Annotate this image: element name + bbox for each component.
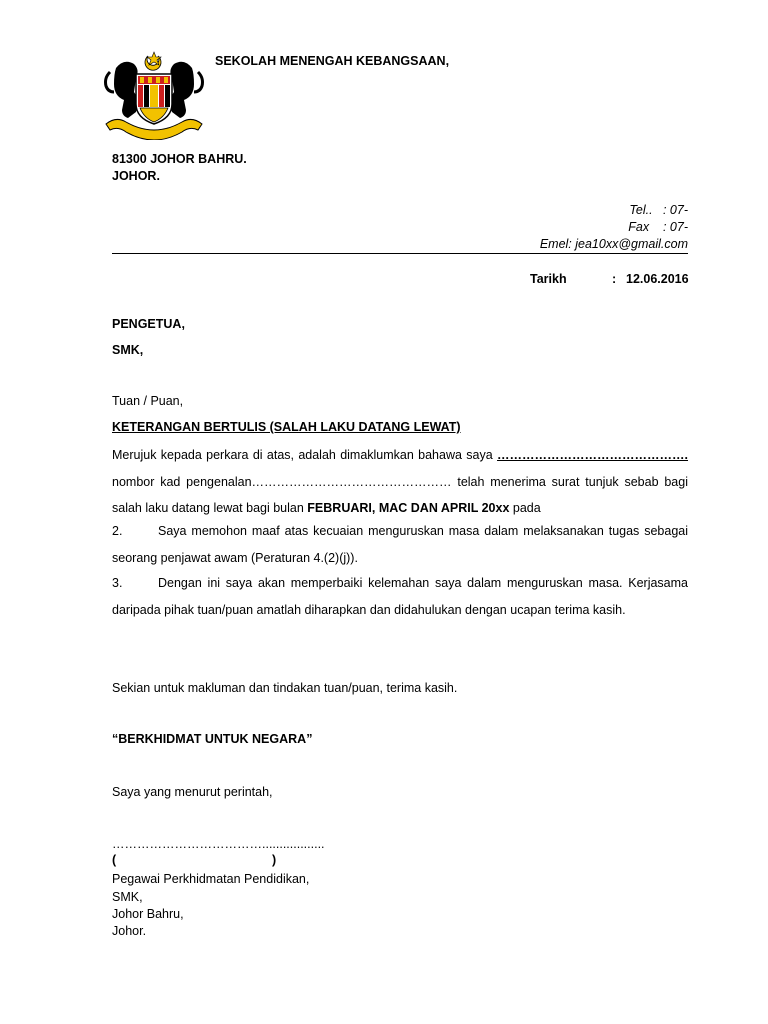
paragraph-1-middle: nombor kad pengenalan………………………………………… telah menerima surat tunjuk sebab bagi salah laku datang lewat bagi bulan [112,474,688,515]
date-value: 12.06.2016 [626,272,689,286]
paragraph-3-number: 3. [112,576,123,590]
paragraph-1-end: pada [512,501,541,515]
signatory-title: Pegawai Perkhidmatan Pendidikan, [112,872,310,886]
bracket-close: ) [272,853,277,867]
address-line-2: JOHOR. [112,169,160,183]
header-divider [112,253,688,254]
email-line: Emel: jea10xx@gmail.com [539,237,688,251]
closing-thanks: Sekian untuk makluman dan tindakan tuan/puan, terima kasih. [112,681,458,695]
name-blank: ………………………………………. [497,448,689,462]
address-line-1: 81300 JOHOR BAHRU. [112,152,247,166]
motto: “BERKHIDMAT UNTUK NEGARA” [112,732,313,746]
paragraph-2-number: 2. [112,524,123,538]
paragraph-2 [112,518,688,571]
tel-line: Tel.. : 07- [629,203,688,217]
paragraph-2-text: Saya memohon maaf atas kecuaian menguruskan masa dalam melaksanakan tugas sebagai seorang penjawat awam (Peraturan 4.(2)(j)). [112,524,688,565]
bracket-open: ( [112,853,117,867]
closing-obey: Saya yang menurut perintah, [112,785,273,799]
salutation: Tuan / Puan, [112,394,184,408]
paragraph-1 [112,442,688,522]
paragraph-1-intro: Merujuk kepada perkara di atas, adalah dimaklumkan bahawa saya [112,448,493,462]
fax-line: Fax : 07- [628,220,688,234]
months-emphasis: FEBRUARI, MAC DAN APRIL 20xx [307,501,510,515]
recipient-line-1: PENGETUA, [112,317,185,331]
date-label: Tarikh [530,272,567,286]
date-separator: : [612,272,617,286]
signatory-org: SMK, [112,890,143,904]
paragraph-3-text: Dengan ini saya akan memperbaiki kelemahan saya dalam menguruskan masa. Kerjasama daripada pihak tuan/puan amatlah diharapkan dan didahulukan dengan ucapan terima kasih. [112,576,688,617]
signatory-city: Johor Bahru, [112,907,184,921]
subject-heading: KETERANGAN BERTULIS (SALAH LAKU DATANG LEWAT) [112,420,461,434]
school-name: SEKOLAH MENENGAH KEBANGSAAN, [215,54,450,68]
recipient-line-2: SMK, [112,343,144,357]
signature-line: ……………………………….................. [112,837,325,851]
coat-of-arms-logo [102,50,206,140]
paragraph-3 [112,570,688,623]
signatory-state: Johor. [112,924,147,938]
